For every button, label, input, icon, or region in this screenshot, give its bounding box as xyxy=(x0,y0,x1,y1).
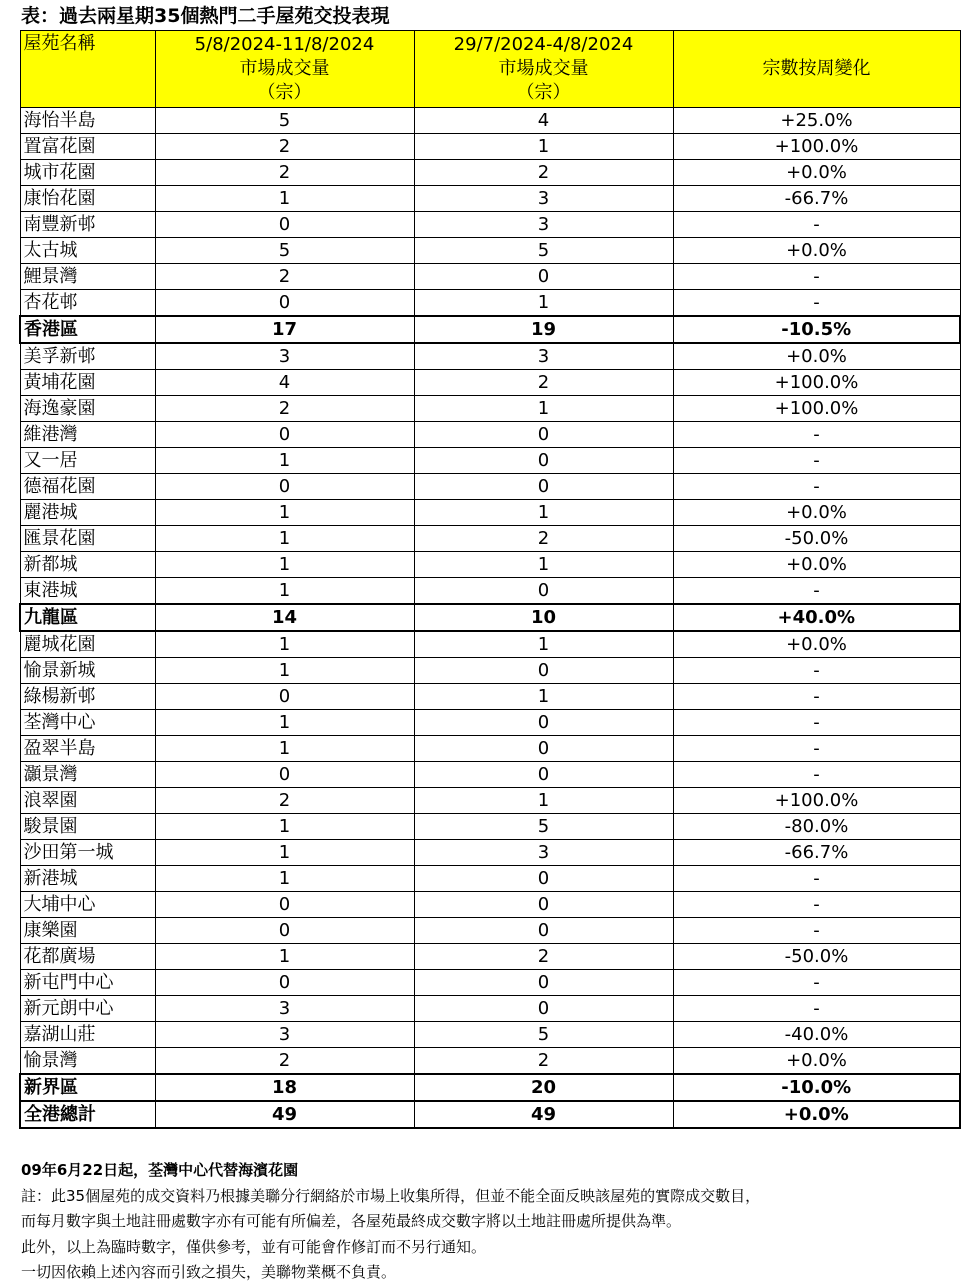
estate-name-cell: 城市花園 xyxy=(20,160,155,186)
estate-name-cell: 全港總計 xyxy=(20,1101,155,1128)
table-row xyxy=(20,474,960,500)
transaction-table xyxy=(19,30,961,1129)
weekly-change-cell: +0.0% xyxy=(673,500,960,526)
weekly-change-cell: -50.0% xyxy=(673,526,960,552)
current-volume-cell: 5 xyxy=(155,108,414,134)
estate-name-cell: 大埔中心 xyxy=(20,892,155,918)
table-row xyxy=(20,238,960,264)
table-row xyxy=(20,866,960,892)
current-volume-cell: 3 xyxy=(155,343,414,370)
weekly-change-cell: - xyxy=(673,996,960,1022)
estate-name-cell: 麗港城 xyxy=(20,500,155,526)
weekly-change-cell: +40.0% xyxy=(673,604,960,631)
table-row xyxy=(20,736,960,762)
weekly-change-cell: -66.7% xyxy=(673,186,960,212)
subtotal-row xyxy=(20,1101,960,1128)
previous-volume-cell: 1 xyxy=(414,396,673,422)
current-volume-cell: 4 xyxy=(155,370,414,396)
subtotal-row xyxy=(20,1074,960,1101)
previous-volume-cell: 5 xyxy=(414,1022,673,1048)
current-volume-cell: 2 xyxy=(155,134,414,160)
previous-volume-cell: 0 xyxy=(414,422,673,448)
current-volume-cell: 3 xyxy=(155,996,414,1022)
current-volume-cell: 2 xyxy=(155,788,414,814)
previous-volume-cell: 0 xyxy=(414,892,673,918)
subtotal-row xyxy=(20,604,960,631)
header-period-current-unit: （宗） xyxy=(257,82,312,103)
current-volume-cell: 2 xyxy=(155,264,414,290)
table-row xyxy=(20,1048,960,1075)
previous-volume-cell: 2 xyxy=(414,1048,673,1075)
footnote-line-4: 一切因依賴上述內容而引致之損失，美聯物業概不負責。 xyxy=(21,1263,397,1281)
weekly-change-cell: - xyxy=(673,578,960,605)
current-volume-cell: 17 xyxy=(155,316,414,343)
previous-volume-cell: 0 xyxy=(414,264,673,290)
previous-volume-cell: 1 xyxy=(414,552,673,578)
current-volume-cell: 1 xyxy=(155,944,414,970)
weekly-change-cell: +100.0% xyxy=(673,396,960,422)
current-volume-cell: 2 xyxy=(155,160,414,186)
table-row xyxy=(20,370,960,396)
estate-name-cell: 灝景灣 xyxy=(20,762,155,788)
current-volume-cell: 0 xyxy=(155,762,414,788)
weekly-change-cell: - xyxy=(673,422,960,448)
current-volume-cell: 2 xyxy=(155,396,414,422)
previous-volume-cell: 0 xyxy=(414,658,673,684)
weekly-change-cell: - xyxy=(673,474,960,500)
previous-volume-cell: 0 xyxy=(414,474,673,500)
footnotes xyxy=(21,1158,760,1286)
estate-name-cell: 盈翠半島 xyxy=(20,736,155,762)
table-row xyxy=(20,264,960,290)
weekly-change-cell: -80.0% xyxy=(673,814,960,840)
weekly-change-cell: - xyxy=(673,264,960,290)
estate-name-cell: 愉景新城 xyxy=(20,658,155,684)
current-volume-cell: 1 xyxy=(155,186,414,212)
estate-name-cell: 黃埔花園 xyxy=(20,370,155,396)
weekly-change-cell: +0.0% xyxy=(673,160,960,186)
estate-name-cell: 嘉湖山莊 xyxy=(20,1022,155,1048)
weekly-change-cell: +100.0% xyxy=(673,788,960,814)
table-row xyxy=(20,134,960,160)
footnote-line-3: 此外，以上為臨時數字，僅供參考，並有可能會作修訂而不另行通知。 xyxy=(21,1237,487,1256)
estate-name-cell: 駿景園 xyxy=(20,814,155,840)
subtotal-row xyxy=(20,316,960,343)
table-row xyxy=(20,108,960,134)
weekly-change-cell: - xyxy=(673,658,960,684)
table-row xyxy=(20,396,960,422)
weekly-change-cell: - xyxy=(673,918,960,944)
estate-name-cell: 南豐新邨 xyxy=(20,212,155,238)
estate-name-cell: 維港灣 xyxy=(20,422,155,448)
table-row xyxy=(20,892,960,918)
estate-name-cell: 新界區 xyxy=(20,1074,155,1101)
previous-volume-cell: 0 xyxy=(414,866,673,892)
current-volume-cell: 1 xyxy=(155,840,414,866)
header-weekly-change: 宗數按周變化 xyxy=(673,31,960,108)
weekly-change-cell: - xyxy=(673,866,960,892)
current-volume-cell: 1 xyxy=(155,526,414,552)
estate-name-cell: 又一居 xyxy=(20,448,155,474)
estate-name-cell: 九龍區 xyxy=(20,604,155,631)
table-row xyxy=(20,160,960,186)
table-row xyxy=(20,918,960,944)
weekly-change-cell: - xyxy=(673,762,960,788)
current-volume-cell: 5 xyxy=(155,238,414,264)
table-row xyxy=(20,762,960,788)
current-volume-cell: 3 xyxy=(155,1022,414,1048)
header-period-current-label: 市場成交量 xyxy=(239,58,330,79)
table-row xyxy=(20,186,960,212)
current-volume-cell: 1 xyxy=(155,814,414,840)
current-volume-cell: 0 xyxy=(155,212,414,238)
estate-name-cell: 綠楊新邨 xyxy=(20,684,155,710)
table-row xyxy=(20,631,960,658)
previous-volume-cell: 20 xyxy=(414,1074,673,1101)
table-row xyxy=(20,658,960,684)
previous-volume-cell: 0 xyxy=(414,996,673,1022)
table-row xyxy=(20,290,960,317)
footnote-replacement: 09年6月22日起，荃灣中心代替海濱花園 xyxy=(21,1161,299,1179)
estate-name-cell: 沙田第一城 xyxy=(20,840,155,866)
previous-volume-cell: 1 xyxy=(414,134,673,160)
previous-volume-cell: 5 xyxy=(414,238,673,264)
previous-volume-cell: 0 xyxy=(414,918,673,944)
footnote-line-1: 註：此35個屋苑的成交資料乃根據美聯分行網絡於市場上收集所得，但並不能全面反映該屋苑的實際成交數目， xyxy=(21,1186,761,1205)
table-row xyxy=(20,970,960,996)
current-volume-cell: 1 xyxy=(155,631,414,658)
weekly-change-cell: +25.0% xyxy=(673,108,960,134)
weekly-change-cell: - xyxy=(673,290,960,317)
weekly-change-cell: - xyxy=(673,448,960,474)
previous-volume-cell: 5 xyxy=(414,814,673,840)
previous-volume-cell: 0 xyxy=(414,578,673,605)
table-row xyxy=(20,578,960,605)
previous-volume-cell: 2 xyxy=(414,526,673,552)
previous-volume-cell: 1 xyxy=(414,684,673,710)
weekly-change-cell: +0.0% xyxy=(673,631,960,658)
current-volume-cell: 0 xyxy=(155,290,414,317)
weekly-change-cell: - xyxy=(673,736,960,762)
header-period-previous-label: 市場成交量 xyxy=(498,58,589,79)
weekly-change-cell: +0.0% xyxy=(673,552,960,578)
header-period-current-dates: 5/8/2024-11/8/2024 xyxy=(194,34,375,55)
previous-volume-cell: 0 xyxy=(414,736,673,762)
weekly-change-cell: +0.0% xyxy=(673,1101,960,1128)
weekly-change-cell: - xyxy=(673,892,960,918)
estate-name-cell: 浪翠園 xyxy=(20,788,155,814)
current-volume-cell: 0 xyxy=(155,422,414,448)
current-volume-cell: 1 xyxy=(155,448,414,474)
current-volume-cell: 1 xyxy=(155,736,414,762)
estate-name-cell: 新港城 xyxy=(20,866,155,892)
table-row xyxy=(20,710,960,736)
weekly-change-cell: -66.7% xyxy=(673,840,960,866)
previous-volume-cell: 4 xyxy=(414,108,673,134)
previous-volume-cell: 19 xyxy=(414,316,673,343)
table-row xyxy=(20,448,960,474)
current-volume-cell: 0 xyxy=(155,684,414,710)
current-volume-cell: 1 xyxy=(155,866,414,892)
estate-name-cell: 香港區 xyxy=(20,316,155,343)
estate-name-cell: 東港城 xyxy=(20,578,155,605)
current-volume-cell: 0 xyxy=(155,970,414,996)
table-row xyxy=(20,422,960,448)
estate-name-cell: 太古城 xyxy=(20,238,155,264)
current-volume-cell: 18 xyxy=(155,1074,414,1101)
estate-name-cell: 置富花園 xyxy=(20,134,155,160)
table-title: 表：過去兩星期35個熱門二手屋苑交投表現 xyxy=(21,5,390,27)
estate-name-cell: 荃灣中心 xyxy=(20,710,155,736)
estate-name-cell: 麗城花園 xyxy=(20,631,155,658)
weekly-change-cell: +0.0% xyxy=(673,343,960,370)
table-row xyxy=(20,343,960,370)
previous-volume-cell: 1 xyxy=(414,788,673,814)
weekly-change-cell: -40.0% xyxy=(673,1022,960,1048)
previous-volume-cell: 10 xyxy=(414,604,673,631)
table-row xyxy=(20,944,960,970)
estate-name-cell: 康怡花園 xyxy=(20,186,155,212)
current-volume-cell: 49 xyxy=(155,1101,414,1128)
table-row xyxy=(20,788,960,814)
previous-volume-cell: 1 xyxy=(414,500,673,526)
weekly-change-cell: +100.0% xyxy=(673,370,960,396)
estate-name-cell: 新屯門中心 xyxy=(20,970,155,996)
header-period-current xyxy=(155,31,414,108)
previous-volume-cell: 0 xyxy=(414,970,673,996)
table-row xyxy=(20,996,960,1022)
weekly-change-cell: +100.0% xyxy=(673,134,960,160)
weekly-change-cell: -10.5% xyxy=(673,316,960,343)
previous-volume-cell: 3 xyxy=(414,186,673,212)
estate-name-cell: 新元朗中心 xyxy=(20,996,155,1022)
weekly-change-cell: -10.0% xyxy=(673,1074,960,1101)
footnote-line-2: 而每月數字與土地註冊處數字亦有可能有所偏差，各屋苑最終成交數字將以土地註冊處所提供為準。 xyxy=(21,1212,682,1230)
current-volume-cell: 1 xyxy=(155,500,414,526)
previous-volume-cell: 3 xyxy=(414,212,673,238)
table-row xyxy=(20,814,960,840)
table-header-row xyxy=(20,31,960,108)
current-volume-cell: 1 xyxy=(155,710,414,736)
current-volume-cell: 1 xyxy=(155,658,414,684)
current-volume-cell: 2 xyxy=(155,1048,414,1075)
header-period-previous-unit: （宗） xyxy=(516,82,571,103)
previous-volume-cell: 1 xyxy=(414,631,673,658)
weekly-change-cell: +0.0% xyxy=(673,1048,960,1075)
previous-volume-cell: 0 xyxy=(414,710,673,736)
weekly-change-cell: -50.0% xyxy=(673,944,960,970)
weekly-change-cell: - xyxy=(673,684,960,710)
table-row xyxy=(20,526,960,552)
estate-name-cell: 杏花邨 xyxy=(20,290,155,317)
table-row xyxy=(20,500,960,526)
estate-name-cell: 鯉景灣 xyxy=(20,264,155,290)
previous-volume-cell: 3 xyxy=(414,840,673,866)
table-row xyxy=(20,1022,960,1048)
previous-volume-cell: 1 xyxy=(414,290,673,317)
table-row xyxy=(20,684,960,710)
estate-name-cell: 匯景花園 xyxy=(20,526,155,552)
previous-volume-cell: 2 xyxy=(414,160,673,186)
header-period-previous-dates: 29/7/2024-4/8/2024 xyxy=(453,34,634,55)
previous-volume-cell: 0 xyxy=(414,448,673,474)
header-period-previous xyxy=(414,31,673,108)
estate-name-cell: 愉景灣 xyxy=(20,1048,155,1075)
estate-name-cell: 康樂園 xyxy=(20,918,155,944)
current-volume-cell: 1 xyxy=(155,578,414,605)
estate-name-cell: 美孚新邨 xyxy=(20,343,155,370)
weekly-change-cell: - xyxy=(673,710,960,736)
table-row xyxy=(20,840,960,866)
weekly-change-cell: +0.0% xyxy=(673,238,960,264)
header-estate-name: 屋苑名稱 xyxy=(20,31,155,108)
previous-volume-cell: 0 xyxy=(414,762,673,788)
table-body xyxy=(20,108,960,1129)
estate-name-cell: 海逸豪園 xyxy=(20,396,155,422)
current-volume-cell: 1 xyxy=(155,552,414,578)
estate-name-cell: 海怡半島 xyxy=(20,108,155,134)
weekly-change-cell: - xyxy=(673,970,960,996)
current-volume-cell: 14 xyxy=(155,604,414,631)
previous-volume-cell: 2 xyxy=(414,944,673,970)
estate-name-cell: 花都廣場 xyxy=(20,944,155,970)
current-volume-cell: 0 xyxy=(155,474,414,500)
table-row xyxy=(20,212,960,238)
weekly-change-cell: - xyxy=(673,212,960,238)
estate-name-cell: 德福花園 xyxy=(20,474,155,500)
estate-name-cell: 新都城 xyxy=(20,552,155,578)
current-volume-cell: 0 xyxy=(155,918,414,944)
table-row xyxy=(20,552,960,578)
current-volume-cell: 0 xyxy=(155,892,414,918)
previous-volume-cell: 2 xyxy=(414,370,673,396)
previous-volume-cell: 49 xyxy=(414,1101,673,1128)
previous-volume-cell: 3 xyxy=(414,343,673,370)
